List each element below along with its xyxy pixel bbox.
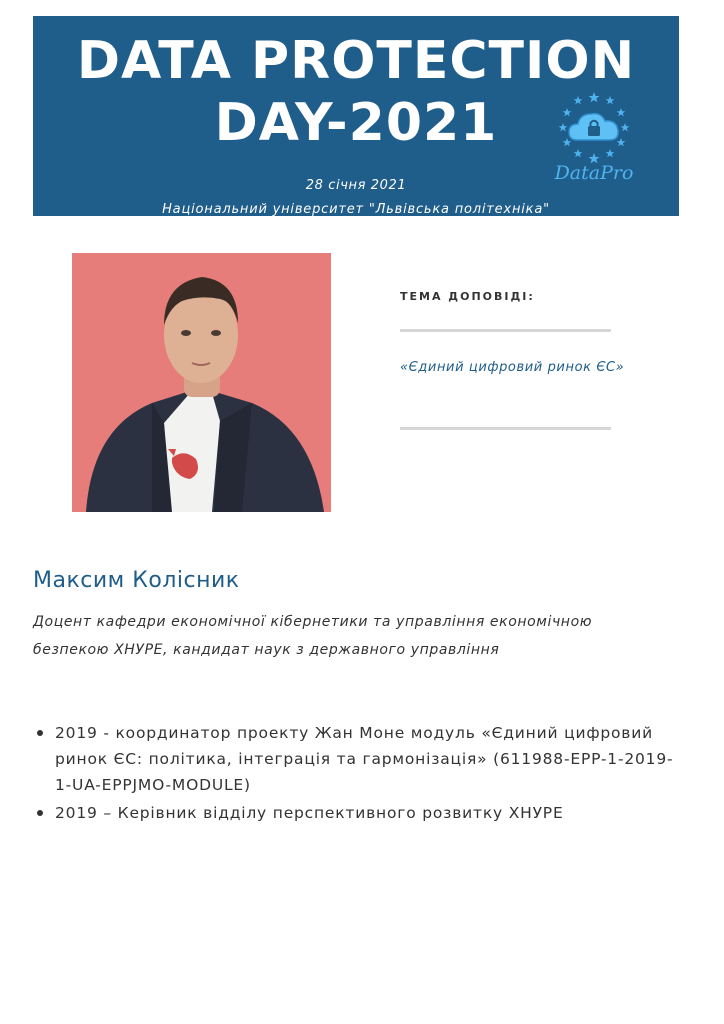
bio-item-line: 2019 – Керівник відділу перспективного розвитку ХНУРЕ (55, 804, 564, 822)
bio-list (55, 720, 695, 828)
bio-item-line: 1-UA-EPPJMO-MODULE) (55, 776, 251, 794)
event-university: Національний університет "Львівська політехніка" (162, 202, 550, 217)
speaker-name: Максим Колісник (33, 568, 240, 593)
speaker-position-line2: безпекою ХНУРЕ, кандидат наук з державного управління (33, 642, 500, 658)
speaker-photo (72, 253, 331, 512)
topic-divider-top (400, 329, 611, 332)
speaker-position-line1: Доцент кафедри економічної кібернетики та управління економічною (33, 614, 593, 630)
topic-title: «Єдиний цифровий ринок ЄС» (400, 360, 625, 375)
bio-item (55, 800, 695, 826)
topic-label: ТЕМА ДОПОВІДІ: (400, 290, 535, 303)
bio-item (55, 720, 695, 798)
header-banner (33, 16, 679, 216)
eu-stars-cloud-icon (551, 90, 637, 164)
event-date: 28 січня 2021 (305, 178, 407, 193)
event-title-line1: DATA PROTECTION (76, 31, 636, 91)
topic-divider-bottom (400, 427, 611, 430)
bio-item-line: 2019 - координатор проекту Жан Моне модуль «Єдиний цифровий (55, 724, 653, 742)
bio-item-line: ринок ЄС: політика, інтеграція та гармонізація» (611988-EPP-1-2019- (55, 750, 674, 768)
event-title-line2: DAY-2021 (214, 93, 498, 153)
speaker-portrait-icon (72, 253, 331, 512)
datapro-logo (551, 90, 637, 186)
speaker-position (33, 608, 673, 664)
logo-text: DataPro (554, 162, 634, 184)
